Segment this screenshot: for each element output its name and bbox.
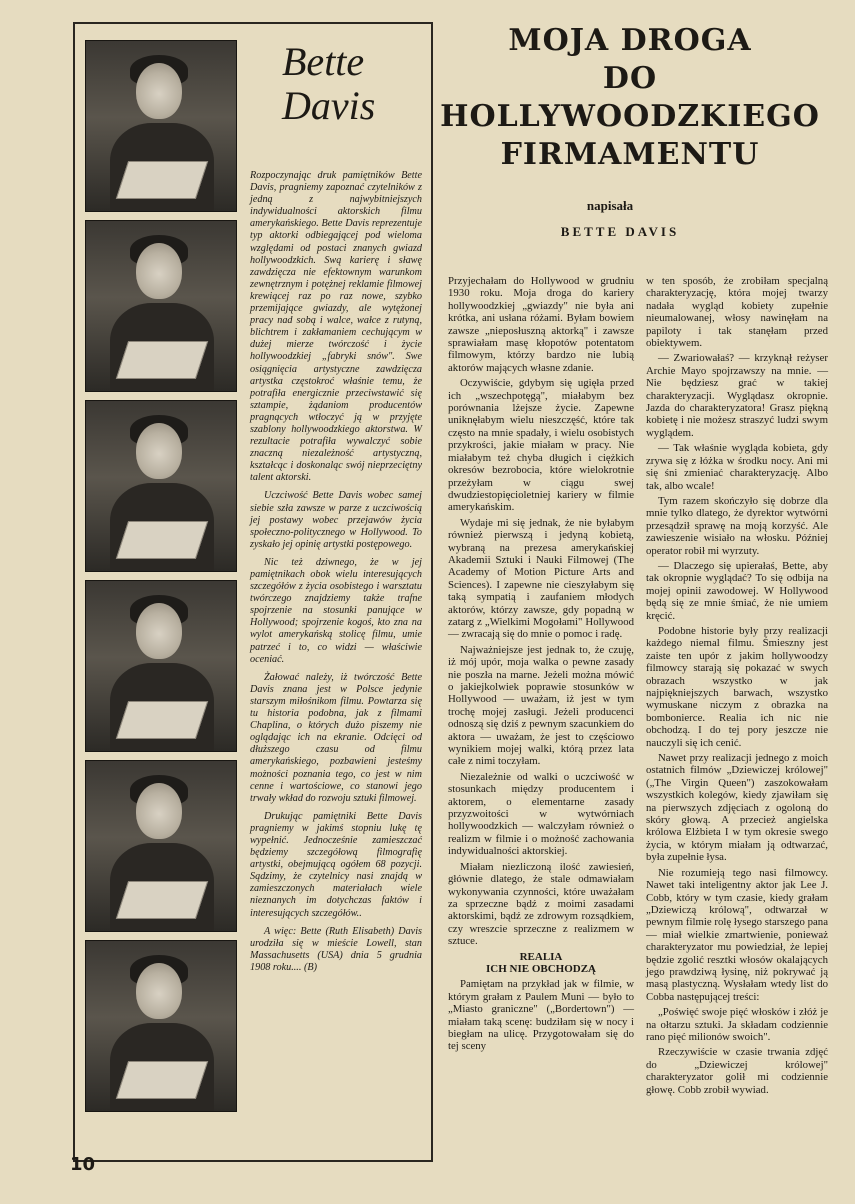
page-number: 10 (70, 1154, 96, 1175)
article-paragraph: Miałam niezliczoną ilość zawiesień, głównie dlatego, że stale odmawiałam wykonywania czynności, które uważałam za sprzeczne bądź z moimi zasadami aktorskimi, bądź ze zdrowym rozsądkiem, czy wreszcie sprzeczne z realizmem w sztuce. (448, 860, 634, 948)
portrait-photo (85, 220, 237, 392)
article-paragraph: Podobne historie były przy realizacji każdego niemal filmu. Śmieszny jest zaiste ten upór z jakim hollywoodzy filmowcy starają się pokazać w swych obrazach wszystko w jak najpiękniejszych barwach, wszystko wymuskane niczym z obrazka na bombonierce. Realia ich nic nie obchodzą. I do tej pory jeszcze nie nauczyli się ich cenić. (646, 624, 828, 749)
portrait-photo (85, 580, 237, 752)
headline-line: MOJA DROGA (508, 23, 752, 58)
article-paragraph: — Dlaczego się upierałaś, Bette, aby tak okropnie wyglądać? To się odbija na mojej opinii zawodowej. W Hollywood będą się ze mnie śmiać, że nie umiem kręcić. (646, 559, 828, 622)
intro-paragraph: Uczciwość Bette Davis wobec samej siebie szła zawsze w parze z uczciwością jej postawy wobec przejawów życia społeczno-politycznego w Hollywood. To zyskało jej opinię artystki postępowego. (250, 490, 422, 550)
article-paragraph: „Poświęć swoje pięć włosków i złóż je na ołtarzu sztuki. Ja składam codziennie rano pięć milionów swoich". (646, 1006, 828, 1043)
article-paragraph: Najważniejsze jest jednak to, że czuję, iż mój upór, moja walka o pewne zasady nie poszła na marne. Jeżeli można mówić o jakiejkolwiek poprawie stosunków w Hollywood — uważam, iż jest w tym trochę mojej zasługi. Jeżeli producenci odnoszą się dziś z pewnym szacunkiem do aktora — uważam, że jest to częściowo wynikiem mojej walki, którą przez lata całe z nimi toczyłam. (448, 643, 634, 768)
article-paragraph: Nie rozumieją tego nasi filmowcy. Nawet taki inteligentny aktor jak Lee J. Cobb, który w tym czasie, kiedy grałam „Dziewiczą królową", odtwarzał w pewnym filmie rolę łysego starszego pana — miał wielkie zmartwienie, ponieważ charakteryzator mu powiedział, że lepiej będzie zgolić resztki włosów okalających jego prawdziwą łysinę, niż pokrywać ją masą plastyczną. Wysłałam wtedy list do Cobba następującej treści: (646, 866, 828, 1003)
subheading-line: REALIA (519, 950, 563, 963)
actress-name (282, 40, 422, 128)
article-paragraph: Pamiętam na przykład jak w filmie, w którym grałam z Paulem Muni — było to „Miasto graniczne" („Bordertown") — miałam taką scenę: budziłam się w nocy i biegłam na ulicę. Przygotowałam się do tej sceny (448, 978, 634, 1053)
portrait-photo (85, 40, 237, 212)
headline-line: HOLLYWOODZKIEGO (440, 99, 820, 134)
article-column-1 (448, 275, 634, 1056)
intro-paragraph: Drukując pamiętniki Bette Davis pragniemy w jakimś stopniu lukę tę wypełnić. Jednocześnie zamieszczać będziemy szczegółową filmografię artystki, obejmującą ogółem 68 pozycji. Sądzimy, że czytelnicy nasi znajdą w zamieszczonych materiałach wiele nieznanych im dotychczas faktów i interesujących szczegółów.. (250, 810, 422, 919)
article-paragraph: — Zwariowałaś? — krzyknął reżyser Archie Mayo spojrzawszy na mnie. — Nie będziesz grać w takiej charakteryzacji. Wyglądasz okropnie. Jazda do charakteryzatora! Grasz piękną kobietę i nie możesz straszyć ludzi swym wyglądem. (646, 352, 828, 439)
intro-text (250, 170, 422, 980)
intro-paragraph: Rozpoczynając druk pamiętników Bette Davis, pragniemy zapoznać czytelników z jedną z najwybitniejszych indywidualności aktorskich filmu amerykańskiego. Bette Davis reprezentuje typ aktorki odbiegającej pod wieloma względami od postaci znanych gwiazd hollywoodzkich. Swą karierę i sławę zawdzięcza nie efektownym warunkom zewnętrznym i potężnej reklamie filmowej krewiącej raz po raz nowe, szybko przemijające gwiazdy, ale wytężonej pracy nad sobą i walce, wałce z rutyną, blichtrem i zakłamaniem cechującym w dużej mierze twórczość i życie hollywoodzkiej „fabryki snów". Swe osiągnięcia artystyczne zawdzięcza artystka częstokroć właśnie temu, że potrafiła energicznie przeciwstawić się sztampie, żądaniom producentów pragnących wtłoczyć ją w przyjęte szablony hollywoodzkiego aktorstwa. W rezultacie potrafiła wywalczyć sobie znaczną niezależność artystyczną, kształcąc i doskonaląc swój nieprzeciętny talent aktorski. (250, 170, 422, 484)
portrait-photo (85, 940, 237, 1112)
intro-paragraph: Nic też dziwnego, że w jej pamiętnikach obok wielu interesujących szczegółów z życia osobistego i warsztatu twórczego znajdziemy także trafne spojrzenie na stosunki panujące w Hollywood; spojrzenie kogoś, kto zna na wylot amerykańską stolicę filmu, umie patrzeć i to, co widzi — właściwie oceniać. (250, 556, 422, 665)
article-column-2 (646, 275, 828, 1099)
portrait-photo (85, 760, 237, 932)
headline-line: FIRMAMENTU (500, 137, 760, 172)
article-paragraph: Oczywiście, gdybym się ugięła przed ich „wszechpotęgą", miałabym bez porównania lżejsze życie. Zapewne uniknęłabym wielu nieszczęść, które tak często na mnie spadały, i wielu osobistych przykrości, jakie miałam w pracy. Nie miałabym też chyba długich i ciężkich okresów bezrobocia, które wielokrotnie przeżyłam w ciągu swej dwudziestopięcioletniej kariery w filmie amerykańskim. (448, 377, 634, 514)
article-paragraph: w ten sposób, że zrobiłam specjalną charakteryzację, która mojej twarzy nadała wygląd kobiety zupełnie nieumalowanej, włosy nawinęłam na papiloty i tak stanęłam przed obiektywem. (646, 275, 828, 350)
subheading-line: ICH NIE OBCHODZĄ (485, 962, 597, 975)
name-first: Bette (282, 39, 365, 84)
article-headline (440, 22, 820, 174)
article-paragraph: Przyjechałam do Hollywood w grudniu 1930 roku. Moja droga do kariery hollywoodzkiej „gwiazdy" nie była ani krótka, ani usłana różami. Byłam bowiem zawsze „nieposłuszną aktorką" i zawsze sprawiałam masę kłopotów potentatom filmowym, którzy bardzo nie lubią aktorów mających własne zdanie. (448, 275, 634, 374)
intro-paragraph: Żałować należy, iż twórczość Bette Davis znana jest w Polsce jedynie starszym miłośnikom filmu. Powtarza się tu historia podobna, jak z filmami Chaplina, o których dużo piszemy nie oglądając ich na ekranie. Odcięci od dłuższego czasu od filmu amerykańskiego, pozbawieni jesteśmy możności poznania tego, co jest w nim cenne i wartościowe, co stanowi jego trwały wkład do rozwoju sztuki filmowej. (250, 671, 422, 804)
headline-line: DO (602, 61, 658, 96)
subheading (448, 951, 634, 976)
intro-paragraph: A więc: Bette (Ruth Elisabeth) Davis urodziła się w mieście Lowell, stan Massachusetts (USA) dnia 5 grudnia 1908 roku.... (B) (250, 925, 422, 973)
byline-label: napisała (586, 198, 634, 213)
article-paragraph: Niezależnie od walki o uczciwość w stosunkach między producentem i aktorem, o elementarne zasady przyzwoitości w wytwórniach hollywoodzkich — walczyłam również o realizm w filmie i o możność zachowania indywidualności aktorskiej. (448, 770, 634, 858)
article-paragraph: — Tak właśnie wygląda kobieta, gdy zrywa się z łóżka w środku nocy. Ani mi się śni zmieniać charakteryzację. Albo tak, albo wcale! (646, 442, 828, 492)
article-paragraph: Nawet przy realizacji jednego z moich ostatnich filmów „Dziewiczej królowej" („The Virgin Queen") zaszokowałam wszystkich kolegów, kiedy zjawiłam się na pierwszych zdjęciach z ogoloną do skóry głową. A przecież angielska królowa Elżbieta I w tym okresie swego życia, w którym miałam ją odtwarzać, była zupełnie łysa. (646, 752, 828, 864)
article-paragraph: Tym razem skończyło się dobrze dla mnie tylko dlatego, że dyrektor wytwórni przesądził sprawę na moją korzyść. Ale zawieszenie wisiało na włosku. Później operator robił mi wyrzuty. (646, 494, 828, 557)
portrait-photo (85, 400, 237, 572)
byline-author: BETTE DAVIS (560, 224, 680, 239)
name-last: Davis (282, 83, 376, 128)
article-paragraph: Wydaje mi się jednak, że nie byłabym również pierwszą i jedyną kobietą, wybraną na prezesa amerykańskiej Akademii Sztuki i Nauki Filmowej (The Academy of Motion Picture Arts and Sciences). I zapewne nie cieszyłabym się taką sympatią i zaufaniem młodych aktorów, którzy zawsze, gdy popadną w zatarg z „Wielkimi Mogołami" Hollywood — zwracają się do mnie o pomoc i radę. (448, 516, 634, 641)
article-paragraph: Rzeczywiście w czasie trwania zdjęć do „Dziewiczej królowej" charakteryzator golił mi codziennie głowę. Cobb zrobił wywiad. (646, 1046, 828, 1096)
